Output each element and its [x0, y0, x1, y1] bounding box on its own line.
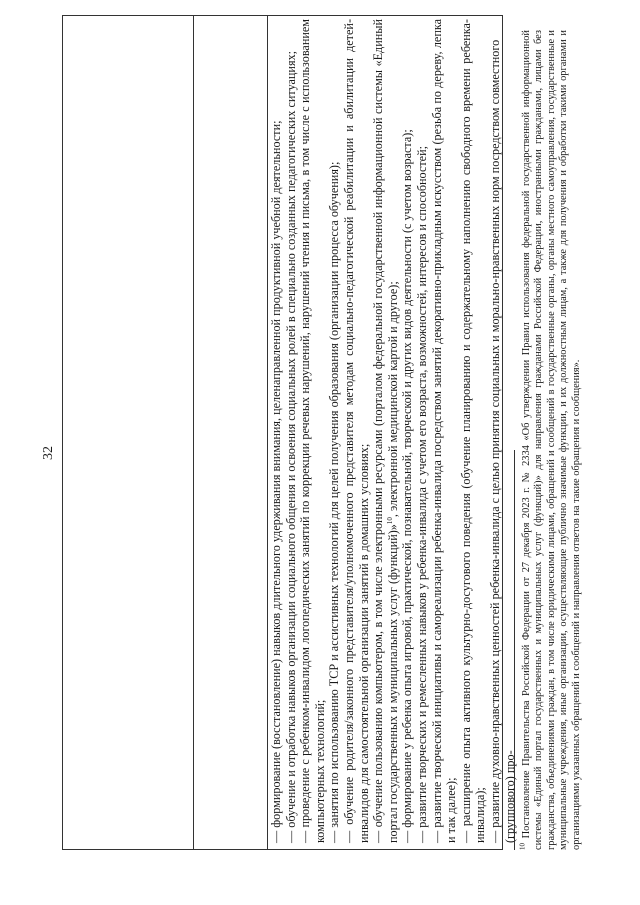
measure-item: — обучение родителя/законного представителя/уполномоченного представителя методам социально-педагогической реабилитации и абилитации детей-инвалидов для самостоятельной организации занятий в домашних условиях; [341, 19, 371, 843]
measure-item: — занятия по использованию ТСР и ассистивных технологий для целей получения образования (организации процесса обучения); [327, 161, 342, 843]
measure-item: — развитие духовно-нравственных ценностей ребенка-инвалида с целью принятия социальных и морально-нравственных норм посредством совместного (группового) про- [487, 39, 517, 843]
footnote [518, 30, 583, 850]
measure-item: — формирование у ребенка опыта игровой, практической, познавательной, творческой и других видов деятельности (с учетом возраста); [400, 129, 415, 843]
footnote-number: 10 [518, 843, 527, 850]
measure-item: — развитие творческой инициативы и самореализации ребенка-инвалида посредством занятий декоративно-прикладным искусством (резьба по дереву, лепка и так далее); [429, 19, 459, 843]
measure-item: — проведение с ребенком-инвалидом логопедических занятий по коррекции речевых нарушений, нарушений чтения и письма, в том числе с использованием компьютерных технологий; [298, 19, 327, 843]
table-row-empty-2 [194, 16, 268, 849]
content-table [62, 15, 517, 850]
table-row-empty-1 [63, 16, 194, 849]
footnote-text: Постановление Правительства Российской Федерации от 27 декабря 2023 г. № 2334 «Об утверждении Правил использования федеральной государственной информационной системы «Единый портал государственных и муниципальных услуг (функций)» для направления гражданами Российской Федерации, иностранными гражданами, лицами без гражданства, объединениями граждан, в том числе юридическими лицами, обращений и сообщений в государственные органы, органы местного самоуправления, государственные и муниципальные учреждения, иные организации, осуществляющие публично значимые функции, и их должностным лицам, а также для получения и обработки такими органами и организациями указанных обращений и сообщений и направления ответов на такие обращения и сообщения». [521, 30, 582, 850]
measure-item-part: , электронной медицинской картой и другое); [385, 281, 400, 518]
measure-item: — обучение и отработка навыков организации социального общения и освоения социальных ролей в специально созданных педагогических ситуациях; [283, 50, 298, 843]
measure-item: — расширение опыта активного культурно-досугового поведения (обучение планированию и содержательному наполнению свободного времени ребенка-инвалида); [458, 19, 488, 843]
table-row-measures [268, 16, 517, 849]
measure-item-part: — обучение пользованию компьютером, в том числе электронными ресурсами (порталом федеральной государственной информационной системы «Единый портал государственных и муниципальных услуг (функций)» [371, 19, 400, 843]
footnote-divider [514, 450, 515, 850]
page-number: 32 [41, 446, 56, 460]
measure-item: — развитие творческих и ремесленных навыков у ребенка-инвалида с учетом его возраста, возможностей, интересов и способностей; [414, 146, 429, 843]
footnote-reference: 10 [385, 517, 394, 525]
measure-item: — формирование (восстановление) навыков длительного удерживания внимания, целенаправленной продуктивной учебной деятельности; [269, 120, 283, 843]
measure-item-with-footnote [371, 19, 400, 843]
